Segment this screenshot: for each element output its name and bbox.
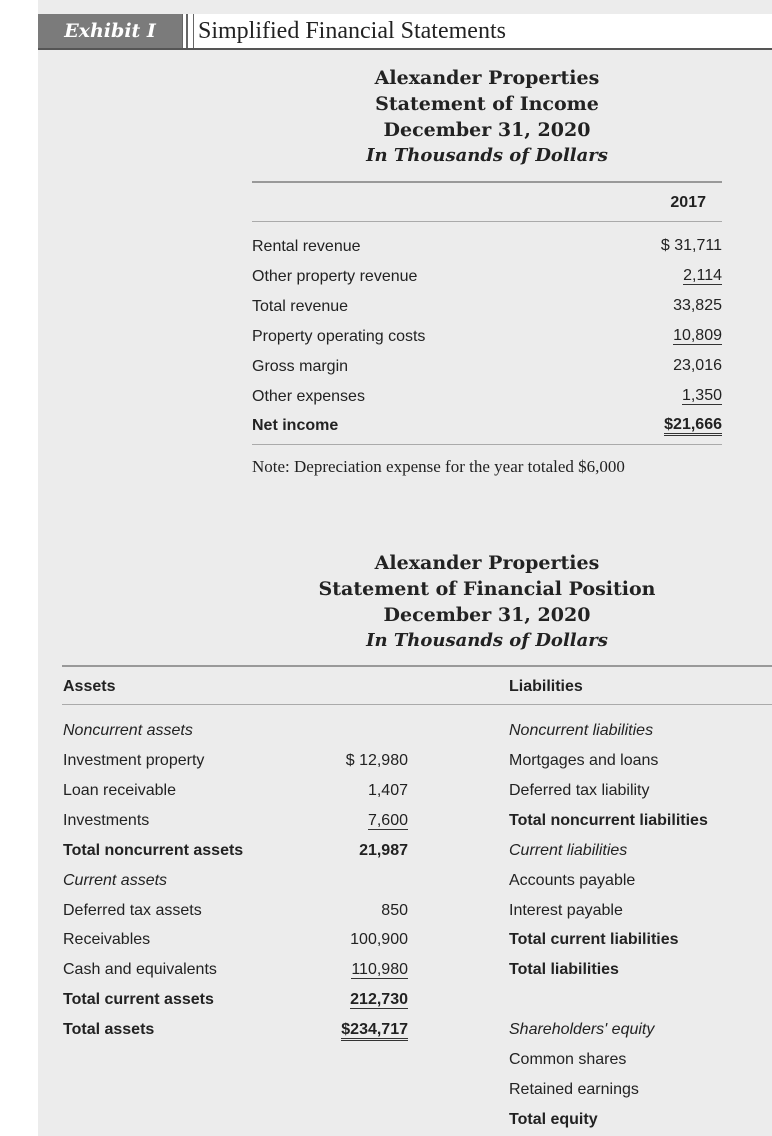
income-row-label: Rental revenue (252, 238, 361, 255)
income-row-value: 10,809 (673, 327, 722, 344)
income-date: December 31, 2020 (383, 119, 591, 141)
asset-label: Noncurrent assets (63, 722, 193, 739)
liabilities-header: Liabilities (509, 678, 583, 695)
assets-header: Assets (63, 678, 116, 695)
liability-label: Total liabilities (509, 961, 619, 978)
asset-label: Total assets (63, 1021, 155, 1038)
asset-value: 212,730 (350, 991, 408, 1008)
balance-header-rule (62, 704, 772, 705)
income-row-label: Other expenses (252, 388, 365, 405)
asset-value: $234,717 (341, 1021, 408, 1041)
income-bottom-rule (252, 444, 722, 445)
income-net-value: $21,666 (664, 416, 722, 436)
balance-sheet-title (287, 550, 687, 654)
exhibit-title: Simplified Financial Statements (198, 18, 506, 44)
asset-value: 850 (381, 902, 408, 919)
liability-label: Mortgages and loans (509, 752, 659, 769)
balance-date: December 31, 2020 (383, 604, 591, 626)
asset-value: 7,600 (367, 812, 408, 829)
income-year-header: 2017 (670, 194, 706, 211)
income-header-rule (252, 221, 722, 222)
liability-label: Retained earnings (509, 1081, 639, 1098)
income-units: In Thousands of Dollars (366, 145, 608, 166)
income-note: Note: Depreciation expense for the year totaled $6,000 (252, 457, 625, 476)
income-top-rule (252, 181, 722, 183)
income-net-label: Net income (252, 417, 339, 434)
income-row-value: 2,114 (683, 267, 722, 284)
asset-value: 110,980 (351, 961, 408, 978)
income-statement-name: Statement of Income (375, 93, 599, 115)
liability-label: Accounts payable (509, 872, 636, 889)
liability-label: Noncurrent liabilities (509, 722, 654, 739)
asset-label: Investments (63, 812, 150, 829)
income-statement-title (287, 65, 687, 169)
liability-label: Current liabilities (509, 842, 628, 859)
asset-label: Loan receivable (63, 782, 176, 799)
income-row-value: 1,350 (681, 387, 722, 404)
exhibit-label: Exhibit I (38, 14, 182, 48)
income-company: Alexander Properties (374, 67, 600, 89)
income-row-value: $ 31,711 (660, 237, 722, 254)
asset-value: $ 12,980 (345, 752, 408, 769)
asset-label: Total current assets (63, 991, 214, 1008)
asset-label: Current assets (63, 872, 168, 889)
liability-label: Total equity (509, 1111, 598, 1128)
income-row-value: 33,825 (673, 297, 722, 314)
asset-label: Cash and equivalents (63, 961, 217, 978)
asset-value: 21,987 (359, 842, 408, 859)
header-divider (182, 14, 194, 48)
liability-label: Total current liabilities (509, 931, 679, 948)
balance-top-rule (62, 665, 772, 667)
liability-label: Interest payable (509, 902, 623, 919)
asset-label: Investment property (63, 752, 205, 769)
asset-label: Total noncurrent assets (63, 842, 244, 859)
income-row-label: Other property revenue (252, 268, 418, 285)
liability-label: Common shares (509, 1051, 627, 1068)
liability-label: Total noncurrent liabilities (509, 812, 708, 829)
balance-company: Alexander Properties (374, 552, 600, 574)
income-row-label: Gross margin (252, 358, 349, 375)
asset-label: Deferred tax assets (63, 902, 202, 919)
liability-label: Shareholders' equity (509, 1021, 655, 1038)
balance-statement-name: Statement of Financial Position (318, 578, 656, 600)
exhibit-header (38, 14, 772, 50)
asset-value: 100,900 (350, 931, 408, 948)
income-row-label: Property operating costs (252, 328, 426, 345)
income-row-value: 23,016 (673, 357, 722, 374)
income-row-label: Total revenue (252, 298, 349, 315)
asset-value: 1,407 (367, 782, 408, 799)
liability-label: Deferred tax liability (509, 782, 650, 799)
asset-label: Receivables (63, 931, 151, 948)
balance-units: In Thousands of Dollars (366, 630, 608, 651)
